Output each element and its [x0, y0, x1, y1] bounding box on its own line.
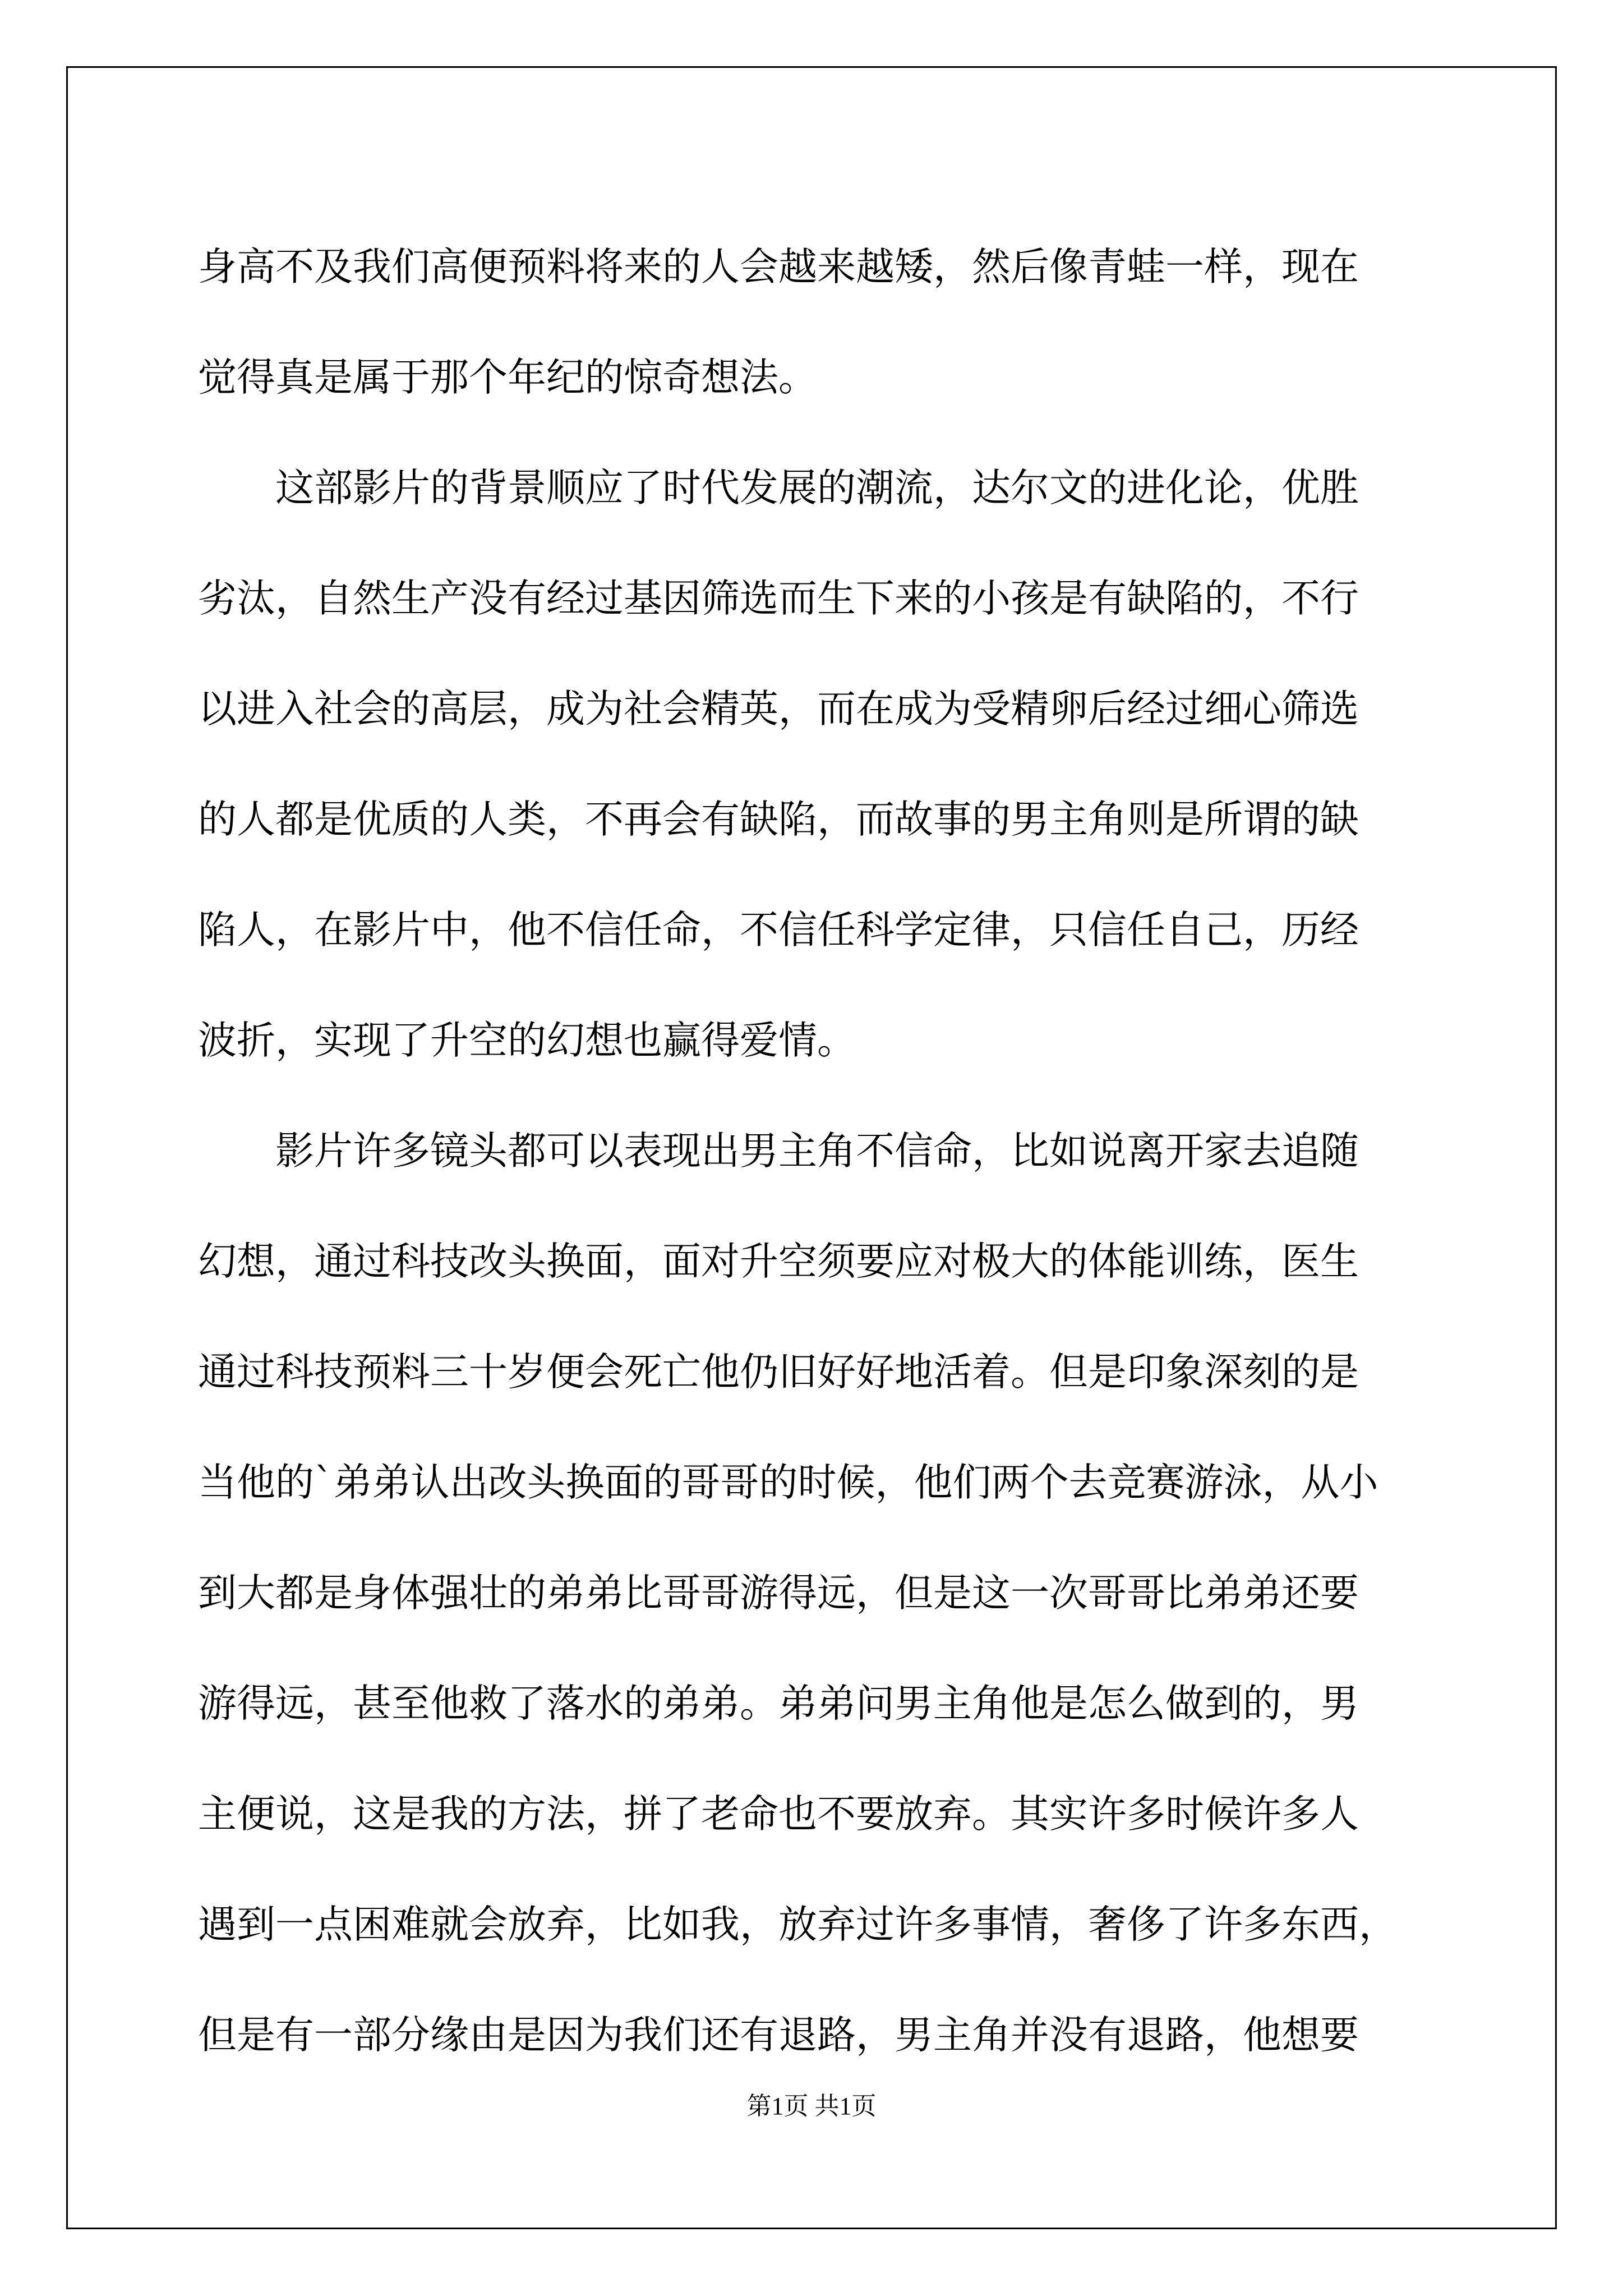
text-line: 这部影片的背景顺应了时代发展的潮流，达尔文的进化论，优胜 [275, 466, 1359, 510]
text-line: 波折，实现了升空的幻想也赢得爱情。 [198, 1018, 856, 1063]
text-line: 到大都是身体强壮的弟弟比哥哥游得远，但是这一次哥哥比弟弟还要 [198, 1571, 1359, 1616]
text-line: 以进入社会的高层，成为社会精英，而在成为受精卵后经过细心筛选 [198, 687, 1359, 731]
text-line: 通过科技预料三十岁便会死亡他仍旧好好地活着。但是印象深刻的是 [198, 1350, 1359, 1395]
text-line: 身高不及我们高便预料将来的人会越来越矮，然后像青蛙一样，现在 [198, 245, 1359, 289]
text-line: 劣汰，自然生产没有经过基因筛选而生下来的小孩是有缺陷的，不行 [198, 576, 1359, 621]
text-line: 但是有一部分缘由是因为我们还有退路，男主角并没有退路，他想要 [198, 2013, 1359, 2058]
text-line: 当他的`弟弟认出改头换面的哥哥的时候，他们两个去竞赛游泳，从小 [198, 1460, 1378, 1505]
text-line: 主便说，这是我的方法，拼了老命也不要放弃。其实许多时候许多人 [198, 1792, 1359, 1837]
text-line: 影片许多镜头都可以表现出男主角不信命，比如说离开家去追随 [275, 1129, 1359, 1174]
text-line: 的人都是优质的人类，不再会有缺陷，而故事的男主角则是所谓的缺 [198, 797, 1359, 842]
text-line: 幻想，通过科技改头换面，面对升空须要应对极大的体能训练，医生 [198, 1239, 1359, 1284]
text-line: 遇到一点困难就会放弃，比如我，放弃过许多事情，奢侈了许多东西， [198, 1902, 1398, 1947]
text-line: 游得远，甚至他救了落水的弟弟。弟弟问男主角他是怎么做到的，男 [198, 1681, 1359, 1726]
text-line: 陷人，在影片中，他不信任命，不信任科学定律，只信任自己，历经 [198, 908, 1359, 953]
text-line: 觉得真是属于那个年纪的惊奇想法。 [198, 355, 817, 400]
page-footer: 第1页 共1页 [746, 2092, 877, 2120]
document-body [198, 212, 1426, 2091]
